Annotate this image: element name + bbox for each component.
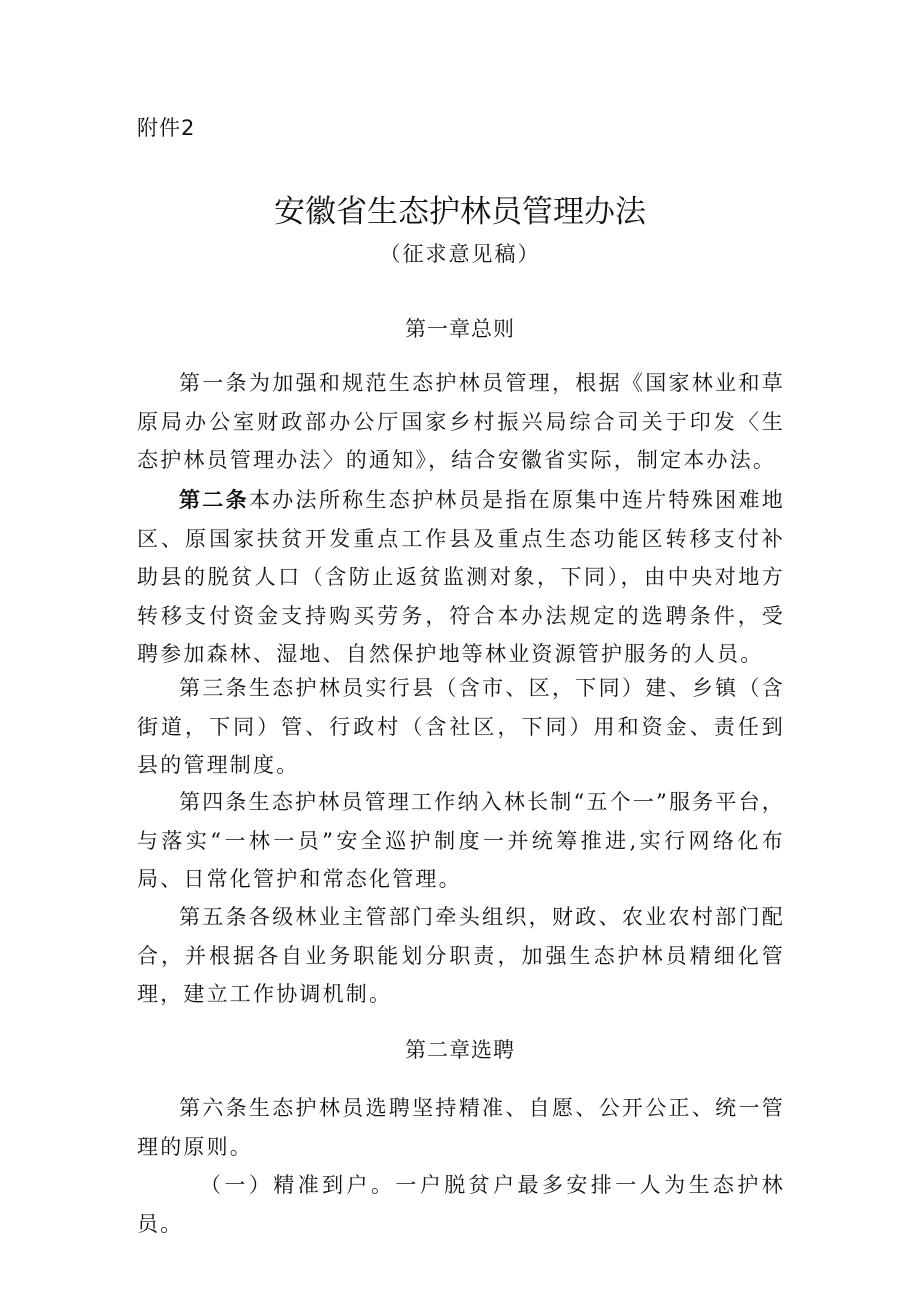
article-5: 第五条各级林业主管部门牵头组织，财政、农业农村部门配合，并根据各自业务职能划分职责，加强生态护林员精细化管理，建立工作协调机制。 — [137, 905, 785, 1006]
article-4: 第四条生态护林员管理工作纳入林长制“五个一”服务平台，与落实“一林一员”安全巡护制度一并统筹推进,实行网络化布局、日常化管护和常态化管理。 — [137, 790, 785, 891]
chapter-heading-selection: 第二章选聘 — [405, 1038, 515, 1062]
article-3: 第三条生态护林员实行县（含市、区，下同）建、乡镇（含街道，下同）管、行政村（含社区，下同）用和资金、责任到县的管理制度。 — [137, 676, 785, 777]
document-title: 安徽省生态护林员管理办法 — [274, 194, 646, 230]
article-6: 第六条生态护林员选聘坚持精准、自愿、公开公正、统一管理的原则。 — [137, 1096, 785, 1159]
chapter-heading-general-provisions: 第一章总则 — [405, 317, 515, 341]
article-2-number: 第二条 — [179, 487, 249, 512]
article-1: 第一条为加强和规范生态护林员管理，根据《国家林业和草原局办公室财政部办公厅国家乡村振兴局综合司关于印发〈生态护林员管理办法〉的通知》，结合安徽省实际，制定本办法。 — [137, 371, 785, 472]
article-2-body: 本办法所称生态护林员是指在原集中连片特殊困难地区、原国家扶贫开发重点工作县及重点生态功能区转移支付补助县的脱贫人口（含防止返贫监测对象，下同），由中央对地方转移支付资金支持购买劳务，符合本办法规定的选聘条件，受聘参加森林、湿地、自然保护地等林业资源管护服务的人员。 — [137, 488, 785, 666]
article-2 — [137, 481, 785, 674]
attachment-label: 附件2 — [137, 116, 196, 140]
document-subtitle: （征求意见稿） — [379, 242, 541, 266]
article-6-item-1: （一）精准到户。一户脱贫户最多安排一人为生态护林员。 — [137, 1173, 785, 1236]
